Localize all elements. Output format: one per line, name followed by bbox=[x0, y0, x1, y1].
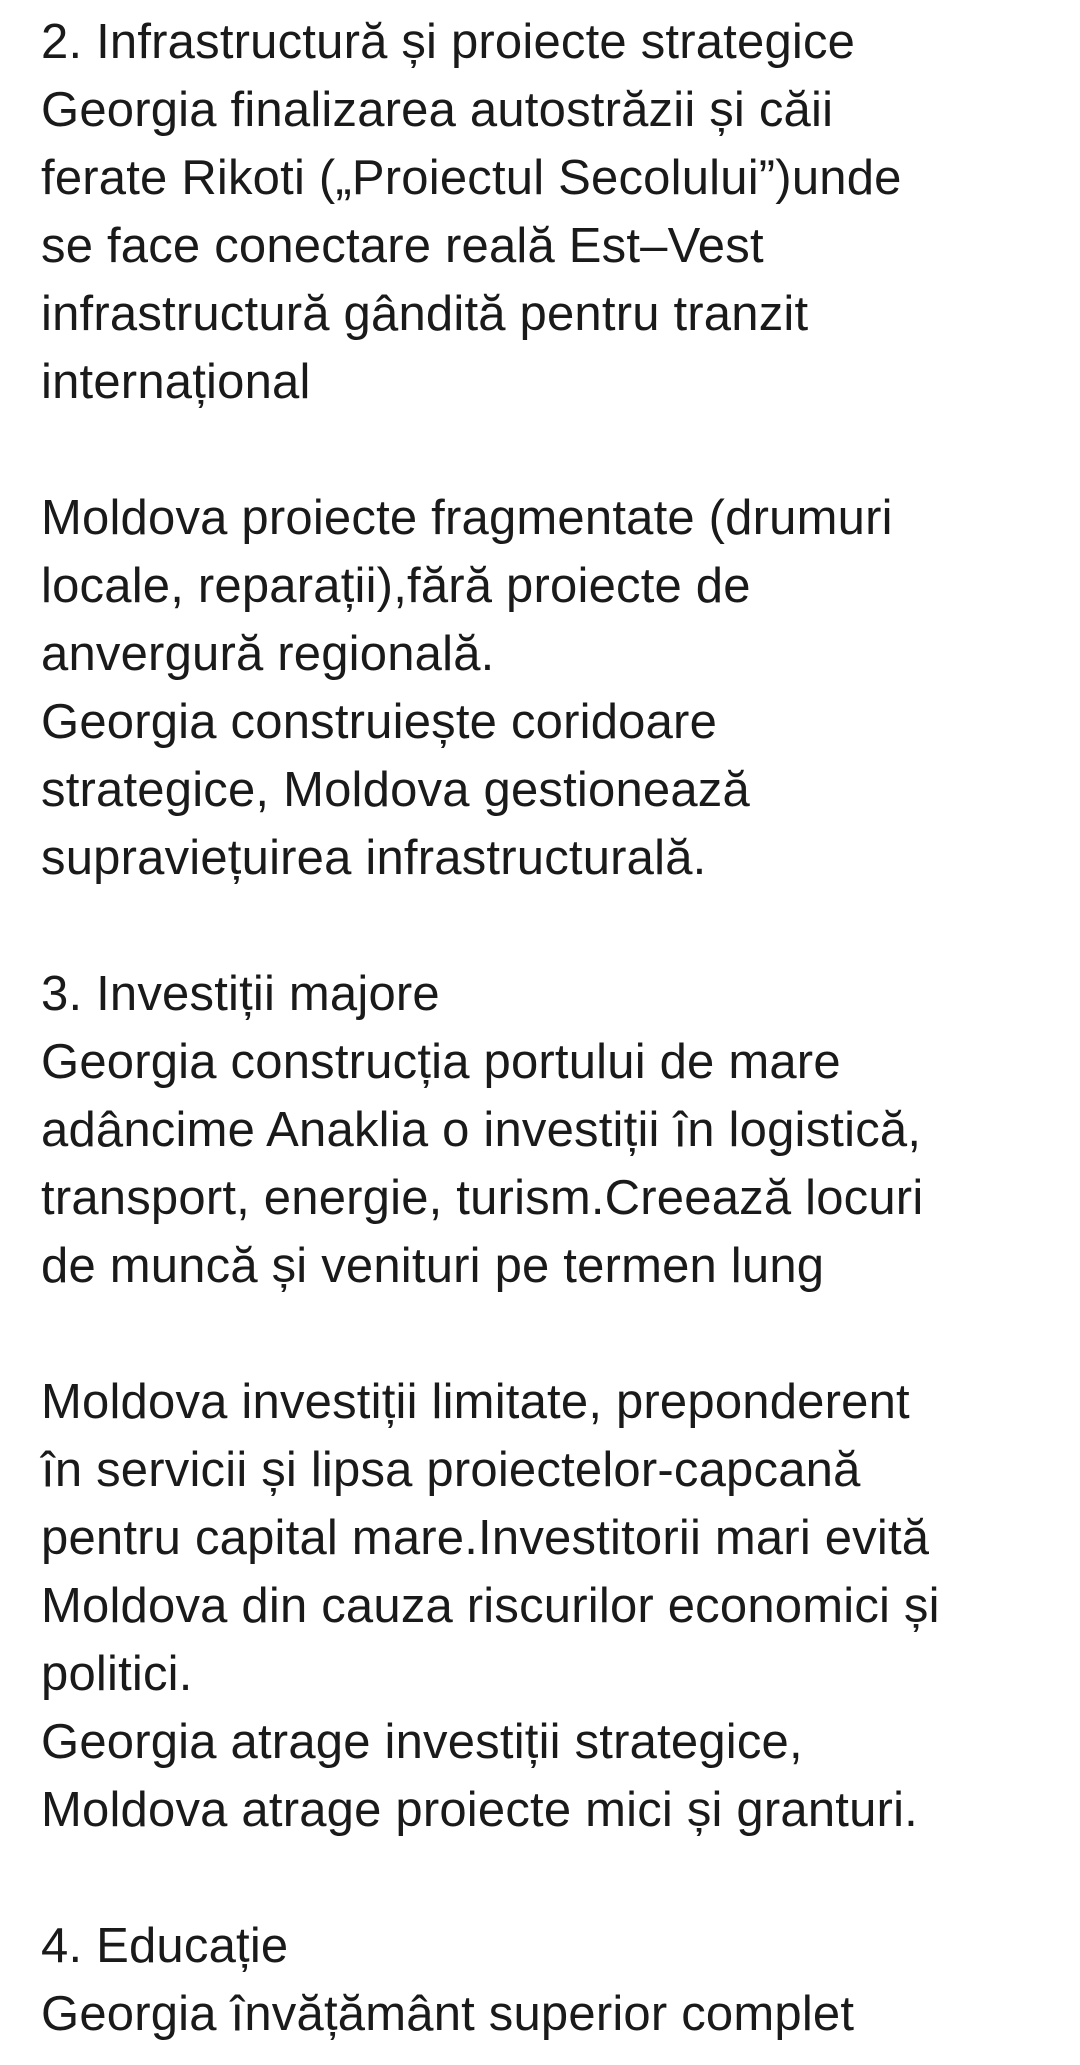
text-line: strategice, Moldova gestionează bbox=[41, 763, 750, 817]
text-line: locale, reparații),fără proiecte de bbox=[41, 559, 751, 613]
text-line: Georgia atrage investiții strategice, bbox=[41, 1715, 803, 1769]
paragraph-education bbox=[41, 1912, 1061, 2048]
text-line: Moldova proiecte fragmentate (drumuri bbox=[41, 491, 893, 545]
text-line: adâncime Anaklia o investiții în logistică, bbox=[41, 1103, 922, 1157]
text-line: Georgia construcția portului de mare bbox=[41, 1035, 841, 1089]
text-line: infrastructură gândită pentru tranzit bbox=[41, 287, 809, 341]
section-heading-investments: 3. Investiții majore bbox=[41, 967, 440, 1021]
cropped-next-line bbox=[41, 2046, 941, 2065]
section-heading-infrastructure: 2. Infrastructură și proiecte strategice bbox=[41, 15, 856, 69]
text-line: transport, energie, turism.Creează locuri bbox=[41, 1171, 924, 1225]
text-line: politici. bbox=[41, 1647, 193, 1701]
paragraph-spacer bbox=[41, 416, 1061, 484]
text-line: supraviețuirea infrastructurală. bbox=[41, 831, 707, 885]
cropped-line-fragment bbox=[41, 2046, 381, 2065]
text-line: Georgia finalizarea autostrăzii și căii bbox=[41, 83, 834, 137]
paragraph-spacer bbox=[41, 892, 1061, 960]
text-line: ferate Rikoti („Proiectul Secolului”)unde bbox=[41, 151, 902, 205]
text-line: Georgia învățământ superior complet bbox=[41, 1987, 855, 2041]
paragraph-spacer bbox=[41, 1844, 1061, 1912]
text-line: Moldova investiții limitate, preponderent bbox=[41, 1375, 910, 1429]
text-line: pentru capital mare.Investitorii mari evită bbox=[41, 1511, 930, 1565]
text-line: internațional bbox=[41, 355, 311, 409]
post-text bbox=[41, 8, 1061, 2048]
paragraph-investments-moldova bbox=[41, 1368, 1061, 1844]
text-line: Moldova atrage proiecte mici și granturi. bbox=[41, 1783, 918, 1837]
text-line: în servicii și lipsa proiectelor-capcană bbox=[41, 1443, 861, 1497]
text-line: Moldova din cauza riscurilor economici și bbox=[41, 1579, 940, 1633]
paragraph-investments-georgia bbox=[41, 960, 1061, 1300]
paragraph-spacer bbox=[41, 1300, 1061, 1368]
text-line: Georgia construiește coridoare bbox=[41, 695, 718, 749]
text-line: se face conectare reală Est–Vest bbox=[41, 219, 764, 273]
paragraph-infrastructure-moldova bbox=[41, 484, 1061, 892]
section-heading-education: 4. Educație bbox=[41, 1919, 289, 1973]
text-line: anvergură regională. bbox=[41, 627, 495, 681]
paragraph-infrastructure-georgia bbox=[41, 8, 1061, 416]
text-line: de muncă și venituri pe termen lung bbox=[41, 1239, 825, 1293]
